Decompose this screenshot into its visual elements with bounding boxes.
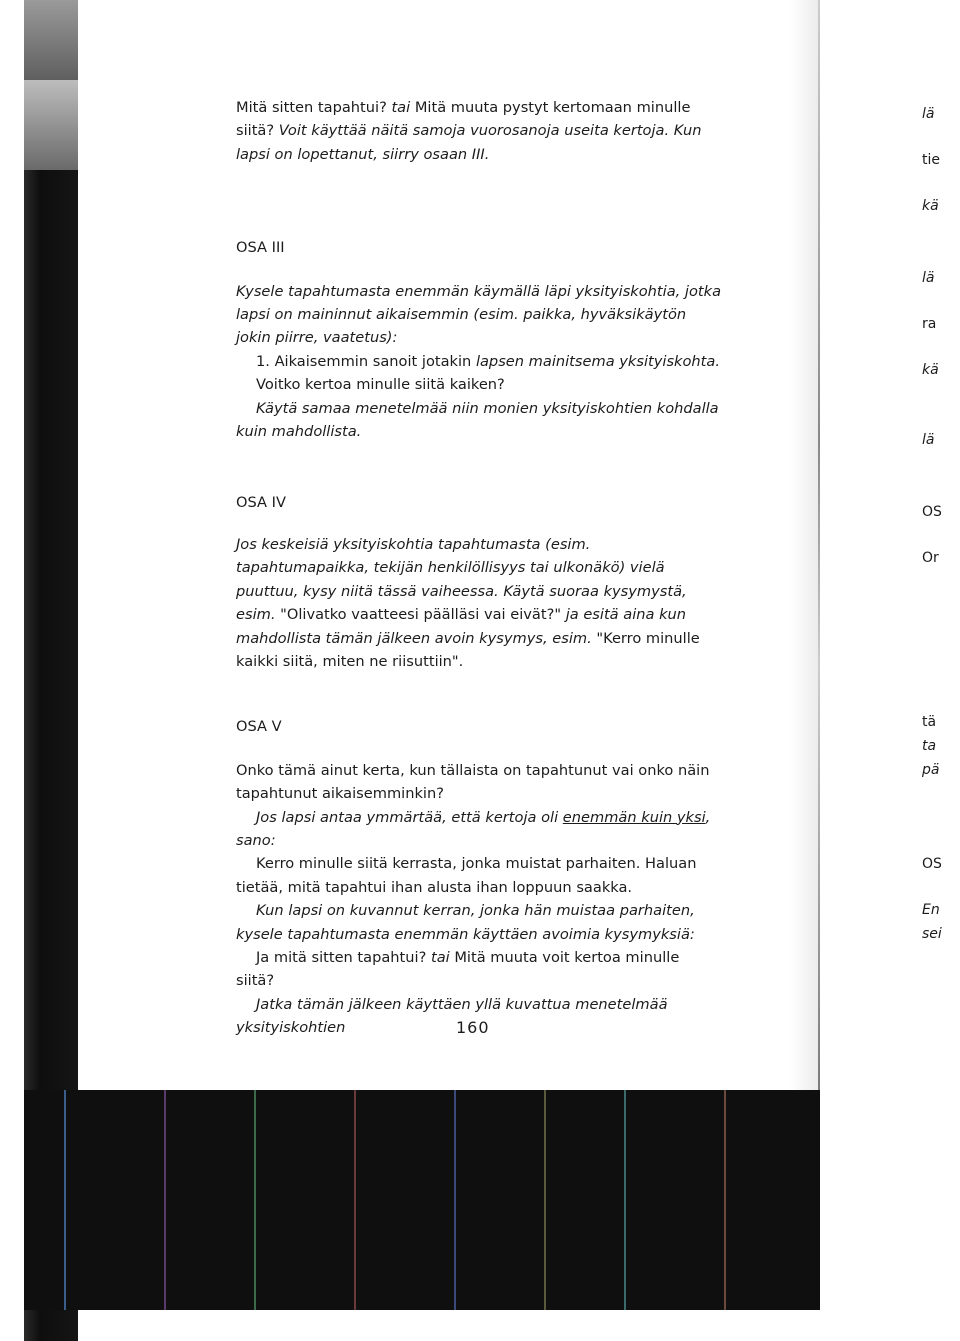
section-heading-osa-v: OSA V <box>236 718 282 736</box>
right-fragment: ra <box>922 316 937 332</box>
question-1: Ja mitä sitten tapahtui? <box>256 948 427 966</box>
instruction: Jos keskeisiä yksityiskohtia tapahtumasta (esim. tapahtumapaikka, tekijän henkilöllisyys tai ulkonäkö) vielä puuttuu, kysy niitä tässä vaiheessa. Käytä suoraa kysymystä, esim. <box>236 535 687 624</box>
right-fragment: lä <box>922 270 935 286</box>
placeholder-detail: lapsen mainitsema yksityiskohta. <box>475 352 720 370</box>
instruction: Jos lapsi antaa ymmärtää, että kertoja oli <box>256 808 559 826</box>
osa-iii-note: Käytä samaa menetelmää niin monien yksityiskohtien kohdalla kuin mahdollista. <box>236 399 719 441</box>
osa-v-instruction: Kun lapsi on kuvannut kerran, jonka hän muistaa parhaiten, kysele tapahtumasta enemmän käyttäen avoimia kysymyksiä: <box>236 902 695 943</box>
instruction: , sano: <box>236 808 711 849</box>
osa-v-followup <box>236 946 722 993</box>
osa-v-question: Onko tämä ainut kerta, kun tällaista on tapahtunut vai onko näin tapahtunut aikaisemminkin? <box>236 761 710 803</box>
question-2: Mitä muuta pystyt kertomaan minulle siitä? <box>236 99 691 140</box>
right-fragment: sei <box>922 926 942 942</box>
right-fragment: Or <box>922 550 939 566</box>
page-body <box>236 96 722 1040</box>
right-fragment: kä <box>922 362 939 378</box>
question-2: Mitä muuta voit kertoa minulle siitä? <box>236 948 680 990</box>
question-1: Mitä sitten tapahtui? <box>236 99 387 116</box>
or-word: tai <box>430 948 450 966</box>
osa-v-prompt: Kerro minulle siitä kerrasta, jonka muistat parhaiten. Haluan tietää, mitä tapahtui ihan alusta ihan loppuun saakka. <box>236 855 697 896</box>
osa-iii-instruction: Kysele tapahtumasta enemmän käymällä läpi yksityiskohtia, jotka lapsi on maininnut aikaisemmin (esim. paikka, hyväksikäytön jokin piirre, vaatetus): <box>236 282 722 347</box>
right-fragment: OS <box>922 504 942 520</box>
right-fragment: ta <box>922 738 937 754</box>
right-fragment: OS <box>922 856 942 872</box>
intro-paragraph <box>236 96 722 166</box>
right-fragment: tä <box>922 714 937 730</box>
direct-question: "Olivatko vaatteesi päälläsi vai eivät?" <box>280 606 562 624</box>
instruction: ja esitä aina kun mahdollista tämän jälkeen avoin kysymys, esim. <box>236 606 687 647</box>
question-part: Voitko kertoa minulle siitä kaiken? <box>256 376 505 394</box>
open-question: "Kerro minulle kaikki siitä, miten ne riisuttiin". <box>236 629 700 670</box>
osa-v-condition <box>236 806 722 853</box>
underlined-phrase: enemmän kuin yksi <box>562 808 706 826</box>
right-fragment: tie <box>922 152 940 168</box>
osa-iii-question <box>236 350 722 397</box>
instruction: Voit käyttää näitä samoja vuorosanoja useita kertoja. Kun lapsi on lopettanut, siirry osaan III. <box>236 122 702 163</box>
section-heading-osa-iv: OSA IV <box>236 494 286 512</box>
right-fragment: lä <box>922 106 935 122</box>
gutter-line <box>818 0 820 1110</box>
scan-bottom-border <box>24 1090 820 1310</box>
right-fragment: pä <box>922 762 940 778</box>
right-fragment: lä <box>922 432 935 448</box>
osa-iv-paragraph <box>236 533 722 673</box>
or-word: tai <box>391 99 411 116</box>
gutter-shadow <box>790 0 818 1100</box>
section-heading-osa-iii: OSA III <box>236 239 285 257</box>
question-part: 1. Aikaisemmin sanoit jotakin <box>256 352 472 370</box>
osa-v-continue: Jatka tämän jälkeen käyttäen yllä kuvattua menetelmää yksityiskohtien <box>236 995 668 1037</box>
right-fragment: kä <box>922 198 939 214</box>
right-fragment: En <box>922 902 940 918</box>
page-number: 160 <box>456 1018 490 1037</box>
